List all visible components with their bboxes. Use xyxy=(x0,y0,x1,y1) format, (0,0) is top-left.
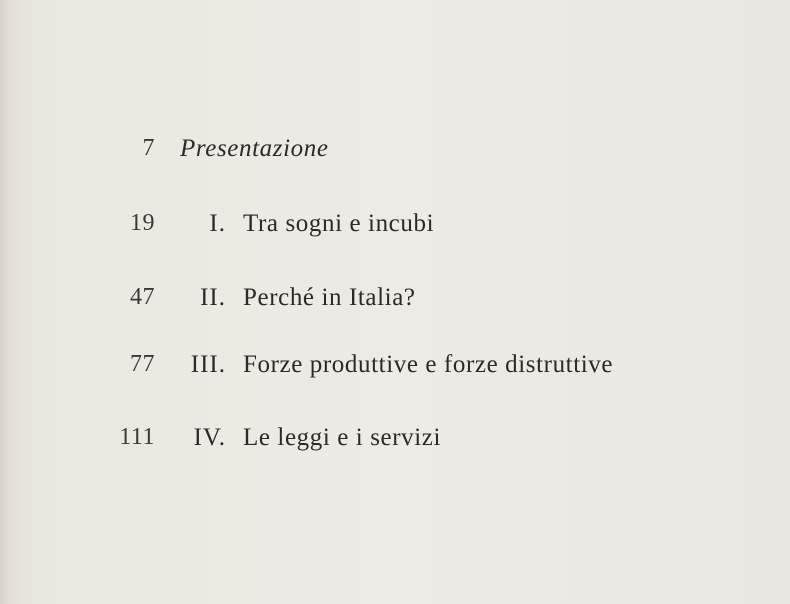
toc-chapter-numeral: III. xyxy=(190,351,226,378)
toc-chapter-numeral: IV. xyxy=(193,424,226,451)
toc-title: Forze produttive e forze distruttive xyxy=(243,351,614,378)
toc-page-number: 77 xyxy=(130,351,155,377)
toc-entry-chapter-4 xyxy=(0,424,790,464)
toc-entry-chapter-1 xyxy=(0,210,790,250)
toc-page-number: 47 xyxy=(130,284,155,310)
toc-title: Le leggi e i servizi xyxy=(243,424,442,451)
toc-page-number: 19 xyxy=(130,210,155,236)
toc-entry-chapter-3 xyxy=(0,351,790,391)
toc-title: Tra sogni e incubi xyxy=(243,210,435,237)
toc-chapter-numeral: II. xyxy=(200,284,226,311)
toc-title: Presentazione xyxy=(180,135,329,162)
toc-page-number: 7 xyxy=(142,135,155,161)
toc-chapter-numeral: I. xyxy=(209,210,226,237)
toc-entry-chapter-2 xyxy=(0,284,790,324)
toc-entry-presentazione xyxy=(0,135,790,175)
toc-page-number: 111 xyxy=(119,424,155,450)
toc-title: Perché in Italia? xyxy=(243,284,416,311)
